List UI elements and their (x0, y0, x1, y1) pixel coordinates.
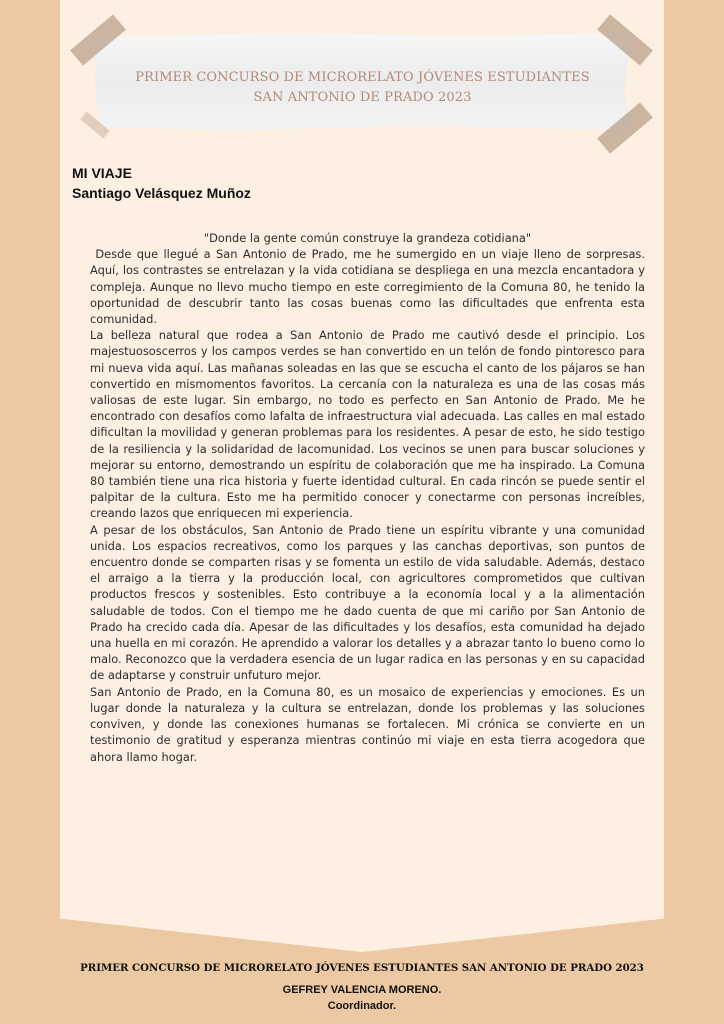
banner-line-2: SAN ANTONIO DE PRADO 2023 (253, 90, 472, 105)
footer-contest: PRIMER CONCURSO DE MICRORELATO JÓVENES ESTUDIANTES SAN ANTONIO DE PRADO 2023 (80, 962, 644, 974)
story-title: MI VIAJE (72, 165, 132, 181)
story-quote: "Donde la gente común construye la grandeza cotidiana" (203, 231, 532, 245)
banner-line-1: PRIMER CONCURSO DE MICRORELATO JÓVENES ESTUDIANTES (135, 70, 590, 85)
story-author: Santiago Velásquez Muñoz (72, 185, 251, 201)
footer-coordinator-role: Coordinador. (327, 1000, 397, 1012)
footer-coordinator-name: GEFREY VALENCIA MORENO. (282, 984, 442, 996)
banner-title (95, 68, 630, 108)
story-paragraph: A pesar de los obstáculos, San Antonio de Prado tiene un espíritu vibrante y una comunidad unida. Los espacios recreativos, como los parques y las canchas deportivas, son puntos de encuentro donde se comparten risas y se fomenta un estilo de vida saludable. Además, destaco el arraigo a la tierra y la producción local, con agricultores comprometidos que cultivan productos frescos y sostenibles. Esto contribuye a la economía local y a la alimentación saludable de todos. Con el tiempo me he dado cuenta de que mi cariño por San Antonio de Prado ha crecido cada día. Apesar de las dificultades y los desafíos, esta comunidad ha dejado una huella en mi corazón. He aprendido a valorar los detalles y a abrazar tanto lo bueno como lo malo. Reconozco que la verdadera esencia de un lugar radica en las personas y en su capacidad de adaptarse y construir unfuturo mejor. (90, 522, 645, 683)
story-paragraph: Desde que llegué a San Antonio de Prado, me he sumergido en un viaje lleno de sorpresas. Aquí, los contrastes se entrelazan y la vida cotidiana se despliega en una mezcla encantadora y compleja. Aunque no llevo mucho tiempo en este corregimiento de la Comuna 80, he tenido la oportunidad de descubrir tanto las cosas buenas como las dificultades que enfrenta esta comunidad. (90, 247, 645, 327)
story-paragraph: La belleza natural que rodea a San Antonio de Prado me cautivó desde el principio. Los majestuososcerros y los campos verdes se han convertido en un telón de fondo pintoresco para mi nueva vida aquí. Las mañanas soleadas en las que se escucha el canto de los pájaros se han convertido en mismomentos favoritos. La cercanía con la naturaleza es una de las cosas más valiosas de este lugar. Sin embargo, no todo es perfecto en San Antonio de Prado. Me he encontrado con desafíos como lafalta de infraestructura vial adecuada. Las calles en mal estado dificultan la movilidad y generan problemas para los residentes. A pesar de esto, he sido testigo de la resiliencia y la solidaridad de lacomunidad. Los vecinos se unen para buscar soluciones y mejorar su entorno, demostrando un espíritu de colaboración que me ha inspirado. La Comuna 80 también tiene una rica historia y fuerte identidad cultural. En cada rincón se puede sentir el palpitar de la cultura. Esto me ha permitido conocer y conectarme con personas increíbles, creando lazos que enriquecen mi experiencia. (90, 328, 645, 521)
story-paragraph: San Antonio de Prado, en la Comuna 80, es un mosaico de experiencias y emociones. Es un lugar donde la naturaleza y la cultura se entrelazan, donde los problemas y las soluciones conviven, y donde las conexiones humanas se fortalecen. Mi crónica se convierte en un testimonio de gratitud y esperanza mientras continúo mi viaje en esta tierra acogedora que ahora llamo hogar. (90, 684, 645, 764)
story-body (90, 230, 645, 765)
